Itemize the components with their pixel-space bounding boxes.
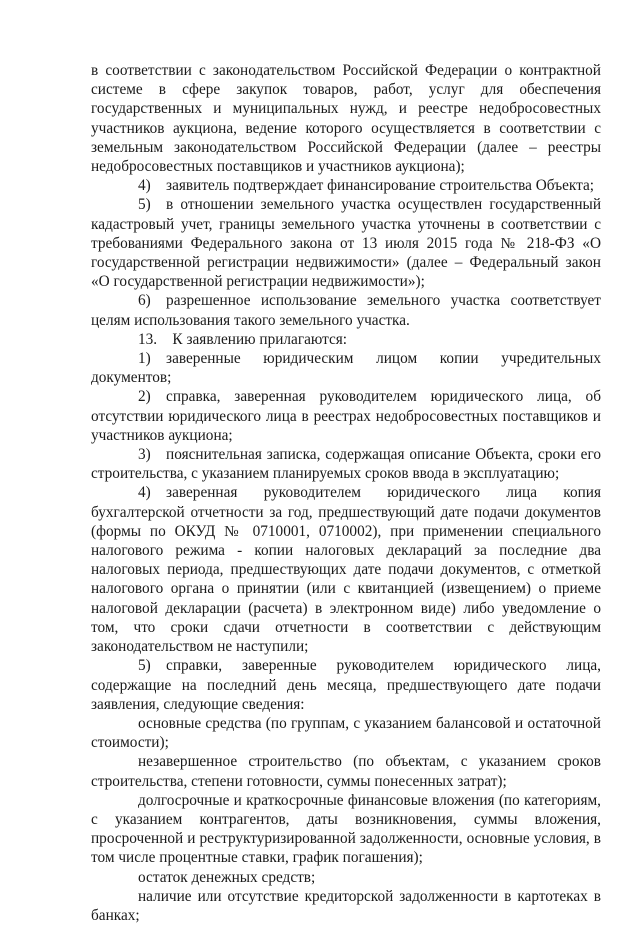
paragraph-item-6-permitted-use: 6) разрешенное использование земельного участка соответствует целям использования такого земельного участка. — [91, 292, 601, 329]
paragraph-section-13-heading: 13. К заявлению прилагаются: — [138, 330, 348, 348]
paragraph-cash-balance: остаток денежных средств; — [138, 868, 316, 886]
paragraph-item-5-cadastral: 5) в отношении земельного участка осуществлен государственный кадастровый учет, границы земельного участка уточнены в соответствии с требованиями Федерального закона от 13 июля 2015 года № 218-ФЗ «О государственной регистрации недвижимости» (далее – Федеральный закон «О государственной регистрации недвижимости»); — [91, 196, 601, 291]
paragraph-attachment-2: 2) справка, заверенная руководителем юридического лица, об отсутствии юридического лица в реестрах недобросовестных поставщиков и участников аукциона; — [91, 388, 601, 444]
paragraph-item-4-financing: 4) заявитель подтверждает финансирование строительства Объекта; — [138, 177, 595, 195]
paragraph-attachment-5: 5) справки, заверенные руководителем юридического лица, содержащие на последний день месяца, предшествующего дате подачи заявления, следующие сведения: — [91, 657, 601, 713]
paragraph-registry-continuation: в соответствии с законодательством Российской Федерации о контрактной системе в сфере закупок товаров, работ, услуг для обеспечения государственных и муниципальных нужд, и реестре недобросовестных участников аукциона, ведение которого осуществляется в соответствии с земельным законодательством Российской Федерации (далее – реестры недобросовестных поставщиков и участников аукциона); — [91, 62, 601, 176]
document-body — [91, 61, 601, 925]
paragraph-attachment-3: 3) пояснительная записка, содержащая описание Объекта, сроки его строительства, с указанием планируемых сроков ввода в эксплуатацию; — [91, 446, 601, 483]
paragraph-attachment-1: 1) заверенные юридическим лицом копии учредительных документов; — [91, 350, 601, 387]
paragraph-creditor-debt: наличие или отсутствие кредиторской задолженности в картотеках в банках; — [91, 887, 601, 924]
paragraph-attachment-4: 4) заверенная руководителем юридического лица копия бухгалтерской отчетности за год, предшествующий дате подачи документов (формы по ОКУД № 0710001, 0710002), при применении специального налогового режима - копии налоговых деклараций за последние два налоговых периода, предшествующих дате подачи документов, с отметкой налогового органа о принятии (или с квитанцией (извещением) о приеме налоговой декларации (расчета) в электронном виде) либо уведомление о том, что сроки сдачи отчетности в соответствии с действующим законодательством не наступили; — [91, 484, 601, 656]
paragraph-construction-in-progress: незавершенное строительство (по объектам, с указанием сроков строительства, степени готовности, суммы понесенных затрат); — [91, 753, 601, 790]
paragraph-fixed-assets: основные средства (по группам, с указанием балансовой и остаточной стоимости); — [91, 714, 601, 752]
paragraph-financial-investments: долгосрочные и краткосрочные финансовые вложения (по категориям, с указанием контрагентов, даты возникновения, суммы вложения, просроченной и реструктуризированной задолженности, основные условия, в том числе процентные ставки, график погашения); — [91, 791, 601, 867]
